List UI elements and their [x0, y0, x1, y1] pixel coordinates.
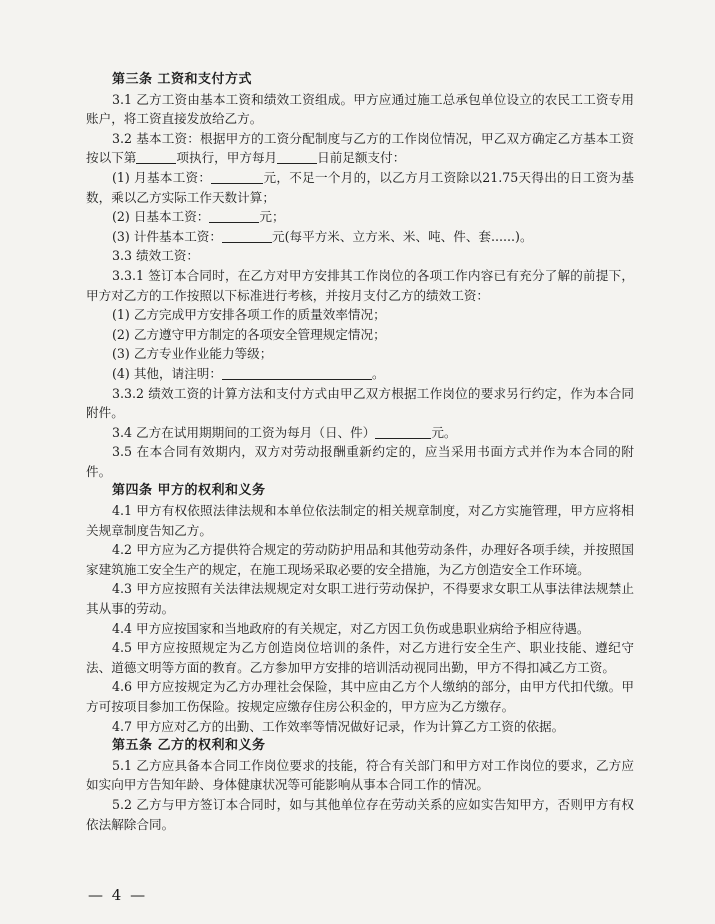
clause-4-2: 4.2 甲方应为乙方提供符合规定的劳动防护用品和其他劳动条件，办理好各项手续，并按照国家建筑施工安全生产的规定，在施工现场采取必要的安全措施，为乙方创造安全工作环境。	[86, 542, 634, 577]
blank-line	[209, 209, 259, 223]
criterion-1: (1) 乙方完成甲方安排各项工作的质量效率情况；	[112, 307, 386, 323]
clause-3-2-2: (2) 日基本工资： 元；	[112, 209, 285, 225]
clause-3-3-1: 3.3.1 签订本合同时，在乙方对甲方安排其工作岗位的各项工作内容已有充分了解的前提下，甲方对乙方的工作按照以下标准进行考核，并按月支付乙方的绩效工资：	[86, 267, 634, 303]
criterion-3: (3) 乙方专业作业能力等级；	[112, 346, 273, 362]
article-4-heading: 第四条 甲方的权利和义务	[112, 483, 266, 499]
blank-line	[375, 425, 431, 439]
clause-3-2-1: (1) 月基本工资： 元，不足一个月的，以乙方月工资除以21.75天得出的日工资为基数，乘以乙方实际工作天数计算；	[86, 169, 634, 205]
clause-3-3-2: 3.3.2 绩效工资的计算方法和支付方式由甲乙双方根据工作岗位的要求另行约定，作为本合同附件。	[86, 385, 634, 421]
blank-line	[136, 150, 176, 164]
article-5-heading: 第五条 乙方的权利和义务	[112, 738, 266, 754]
blank-line	[222, 366, 372, 380]
article-3-heading: 第三条 工资和支付方式	[112, 72, 253, 87]
contract-body	[86, 70, 634, 834]
clause-4-4: 4.4 甲方应按国家和当地政府的有关规定，对乙方因工负伤或患职业病给予相应待遇。	[112, 620, 590, 636]
clause-5-2: 5.2 乙方与甲方签订本合同时，如与其他单位存在劳动关系的应如实告知甲方，否则甲方有权依法解除合同。	[86, 796, 634, 832]
clause-3-1: 3.1 乙方工资由基本工资和绩效工资组成。甲方应通过施工总承包单位设立的农民工工资专用账户，将工资直接发放给乙方。	[86, 91, 634, 127]
clause-4-3: 4.3 甲方应按照有关法律法规规定对女职工进行劳动保护，不得要求女职工从事法律法规禁止其从事的劳动。	[86, 581, 634, 617]
clause-4-7: 4.7 甲方应对乙方的出勤、工作效率等情况做好记录，作为计算乙方工资的依据。	[112, 718, 565, 734]
page-number: — 4 —	[88, 886, 148, 904]
blank-line	[277, 150, 317, 164]
blank-line	[222, 229, 272, 243]
clause-3-5: 3.5 在本合同有效期内，双方对劳动报酬重新约定的，应当采用书面方式并作为本合同的附件。	[86, 444, 634, 479]
clause-4-6: 4.6 甲方应按规定为乙方办理社会保险，其中应由乙方个人缴纳的部分，由甲方代扣代缴。甲方可按项目参加工伤保险。按规定应缴存住房公积金的，甲方应为乙方缴存。	[86, 679, 634, 714]
criterion-2: (2) 乙方遵守甲方制定的各项安全管理规定情况；	[112, 326, 386, 342]
clause-3-2-3: (3) 计件基本工资： 元(每平方米、立方米、米、吨、件、套......)。	[112, 228, 533, 244]
clause-3-2: 3.2 基本工资：根据甲方的工资分配制度与乙方的工作岗位情况，甲乙双方确定乙方基本工资按以下第 项执行，甲方每月 日前足额支付：	[86, 130, 634, 166]
criterion-4: (4) 其他，请注明： 。	[112, 365, 385, 381]
clause-3-3: 3.3 绩效工资：	[112, 248, 200, 264]
clause-3-4: 3.4 乙方在试用期期间的工资为每月（日、件） 元。	[112, 424, 457, 440]
clause-4-5: 4.5 甲方应按照规定为乙方创造岗位培训的条件，对乙方进行安全生产、职业技能、遵纪守法、道德文明等方面的教育。乙方参加甲方安排的培训活动视同出勤，甲方不得扣减乙方工资。	[86, 640, 634, 675]
clause-5-1: 5.1 乙方应具备本合同工作岗位要求的技能，符合有关部门和甲方对工作岗位的要求，乙方应如实向甲方告知年龄、身体健康状况等可能影响从事本合同工作的情况。	[86, 757, 634, 793]
clause-4-1: 4.1 甲方有权依照法律法规和本单位依法制定的相关规章制度，对乙方实施管理，甲方应将相关规章制度告知乙方。	[86, 503, 634, 538]
blank-line	[211, 170, 263, 184]
